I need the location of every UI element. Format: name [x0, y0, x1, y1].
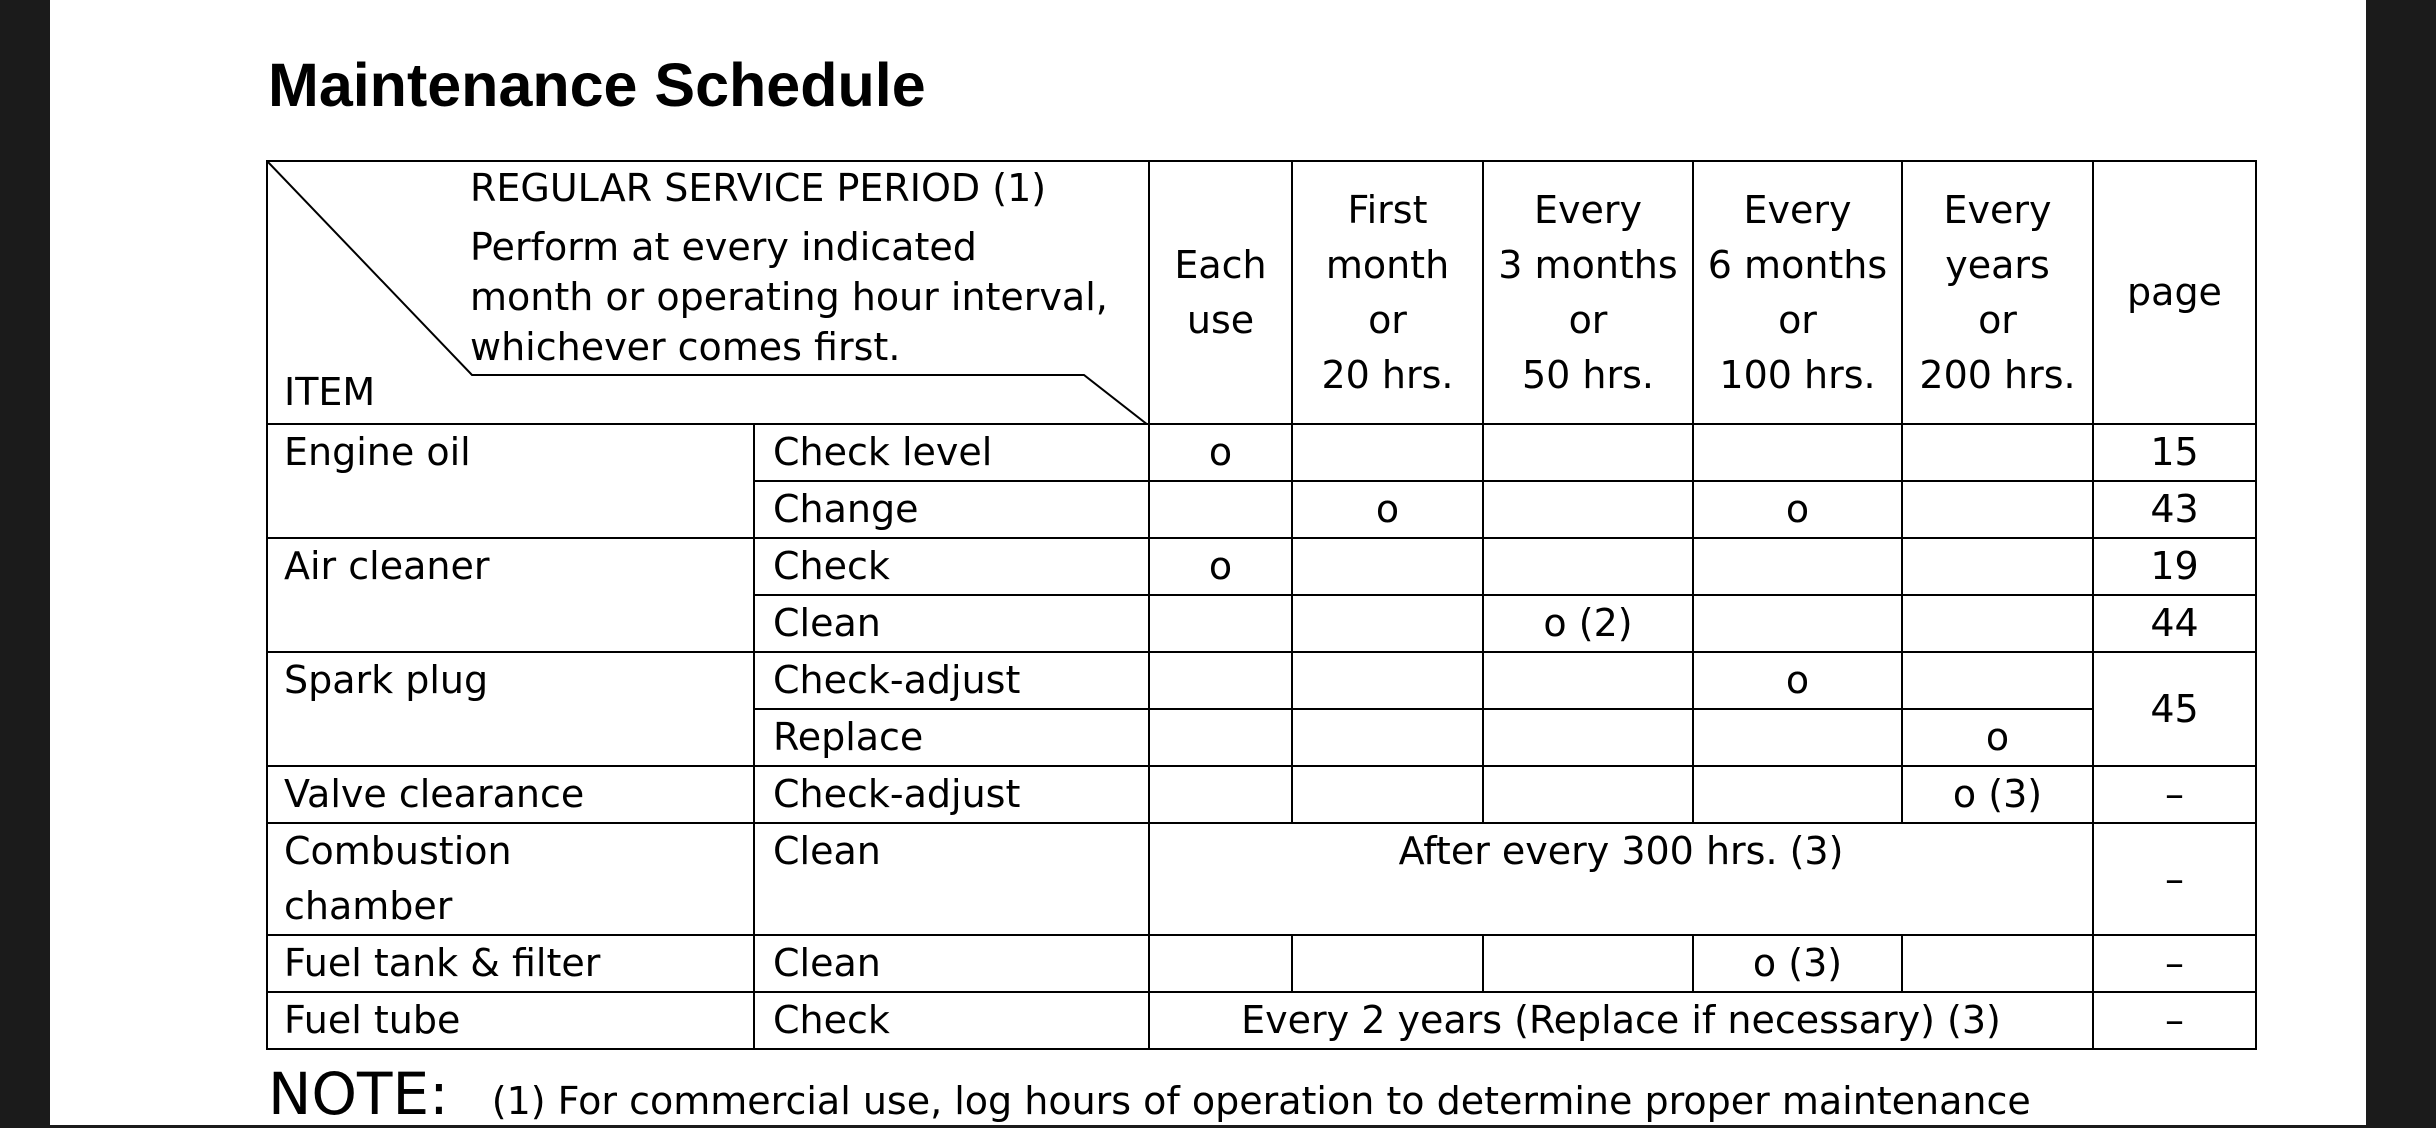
- mark-cell: [1693, 709, 1902, 766]
- action-cell: Change: [754, 481, 1149, 538]
- item-air-cleaner: Air cleaner: [267, 538, 754, 652]
- mark-cell: [1292, 424, 1483, 481]
- mark-cell: o: [1902, 709, 2093, 766]
- mark-cell: [1902, 935, 2093, 992]
- column-header-page: page: [2093, 161, 2256, 424]
- action-cell: Check-adjust: [754, 766, 1149, 823]
- item-line: Combustion: [284, 829, 512, 873]
- mark-cell: [1292, 595, 1483, 652]
- action-cell: Replace: [754, 709, 1149, 766]
- header-corner-cell: [267, 161, 1149, 424]
- action-cell: Check-adjust: [754, 652, 1149, 709]
- mark-cell: [1149, 709, 1292, 766]
- mark-cell: [1483, 424, 1693, 481]
- header-line: or: [1368, 297, 1407, 342]
- mark-cell: [1483, 935, 1693, 992]
- mark-cell: [1902, 652, 2093, 709]
- page-cell: –: [2093, 766, 2256, 823]
- header-line: month: [1325, 242, 1450, 287]
- table-row: [267, 823, 2256, 935]
- mark-cell: [1902, 481, 2093, 538]
- column-header-3-months: [1483, 161, 1693, 424]
- item-header-label: ITEM: [284, 370, 376, 414]
- table-row: [267, 766, 2256, 823]
- table-row: [267, 652, 2256, 709]
- action-cell: Clean: [754, 823, 1149, 935]
- mark-cell: [1292, 652, 1483, 709]
- action-cell: Check level: [754, 424, 1149, 481]
- mark-cell: [1902, 538, 2093, 595]
- header-line: 100 hrs.: [1719, 352, 1876, 397]
- mark-cell: [1483, 481, 1693, 538]
- table-row: [267, 424, 2256, 481]
- table-row: [267, 935, 2256, 992]
- column-header-each-use: [1149, 161, 1292, 424]
- note-text: (1) For commercial use, log hours of operation to determine proper maintenance: [491, 1079, 2031, 1123]
- page-title: Maintenance Schedule: [268, 51, 926, 119]
- page-cell: –: [2093, 992, 2256, 1049]
- mark-cell: o: [1693, 652, 1902, 709]
- column-header-every-year: [1902, 161, 2093, 424]
- mark-cell: o: [1149, 538, 1292, 595]
- header-line: Every: [1743, 187, 1852, 232]
- mark-cell: [1693, 766, 1902, 823]
- mark-cell: [1483, 652, 1693, 709]
- mark-cell: [1483, 709, 1693, 766]
- note-label: NOTE:: [268, 1060, 449, 1128]
- header-line: 50 hrs.: [1521, 352, 1655, 397]
- service-period-label: REGULAR SERVICE PERIOD (1): [470, 166, 1047, 210]
- column-header-6-months: [1693, 161, 1902, 424]
- maintenance-schedule-table: [266, 160, 2257, 1050]
- mark-cell: [1292, 538, 1483, 595]
- interval-span-cell: Every 2 years (Replace if necessary) (3): [1149, 992, 2093, 1049]
- table-row: [267, 538, 2256, 595]
- table-row: [267, 992, 2256, 1049]
- page-cell: 15: [2093, 424, 2256, 481]
- mark-cell: [1902, 595, 2093, 652]
- page-cell: 45: [2093, 652, 2256, 766]
- header-line: Each: [1174, 242, 1267, 287]
- header-line: 3 months: [1498, 242, 1678, 287]
- page-cell: 44: [2093, 595, 2256, 652]
- item-fuel-tube: Fuel tube: [267, 992, 754, 1049]
- header-line: or: [1778, 297, 1817, 342]
- page-cell: –: [2093, 935, 2256, 992]
- item-combustion-chamber: [267, 823, 754, 935]
- interval-span-cell: After every 300 hrs. (3): [1149, 823, 2093, 935]
- mark-cell: [1693, 538, 1902, 595]
- action-cell: Check: [754, 538, 1149, 595]
- manual-page: [50, 0, 2366, 1128]
- mark-cell: [1292, 709, 1483, 766]
- page-cell: 43: [2093, 481, 2256, 538]
- table-header-row: [267, 161, 2256, 424]
- action-cell: Clean: [754, 935, 1149, 992]
- page-cell: 19: [2093, 538, 2256, 595]
- header-line: 20 hrs.: [1321, 352, 1454, 397]
- item-fuel-tank-filter: Fuel tank & filter: [267, 935, 754, 992]
- mark-cell: [1292, 766, 1483, 823]
- mark-cell: [1149, 935, 1292, 992]
- mark-cell: [1292, 935, 1483, 992]
- item-spark-plug: Spark plug: [267, 652, 754, 766]
- mark-cell: [1483, 766, 1693, 823]
- mark-cell: o (3): [1693, 935, 1902, 992]
- footnote: [268, 1060, 2031, 1128]
- service-period-note-line: whichever comes first.: [470, 325, 901, 369]
- header-line: Every: [1534, 187, 1642, 232]
- header-line: use: [1186, 297, 1255, 342]
- header-line: or: [1978, 297, 2017, 342]
- mark-cell: o: [1693, 481, 1902, 538]
- header-line: First: [1347, 187, 1428, 232]
- mark-cell: o (3): [1902, 766, 2093, 823]
- service-period-note-line: month or operating hour interval,: [470, 275, 1108, 319]
- mark-cell: [1149, 652, 1292, 709]
- header-line: years: [1945, 242, 2050, 287]
- action-cell: Clean: [754, 595, 1149, 652]
- mark-cell: [1149, 595, 1292, 652]
- item-line: chamber: [284, 884, 453, 928]
- mark-cell: [1902, 424, 2093, 481]
- service-period-note-line: Perform at every indicated: [470, 225, 977, 269]
- item-valve-clearance: Valve clearance: [267, 766, 754, 823]
- service-period-note: [470, 222, 1108, 372]
- mark-cell: [1693, 595, 1902, 652]
- mark-cell: o (2): [1483, 595, 1693, 652]
- mark-cell: [1149, 481, 1292, 538]
- mark-cell: [1483, 538, 1693, 595]
- action-cell: Check: [754, 992, 1149, 1049]
- header-line: 6 months: [1707, 242, 1888, 287]
- page-cell: –: [2093, 823, 2256, 935]
- mark-cell: [1693, 424, 1902, 481]
- header-line: 200 hrs.: [1919, 352, 2076, 397]
- item-engine-oil: Engine oil: [267, 424, 754, 538]
- column-header-first-month: [1292, 161, 1483, 424]
- mark-cell: o: [1149, 424, 1292, 481]
- mark-cell: [1149, 766, 1292, 823]
- mark-cell: o: [1292, 481, 1483, 538]
- header-line: Every: [1943, 187, 2052, 232]
- header-line: or: [1568, 297, 1608, 342]
